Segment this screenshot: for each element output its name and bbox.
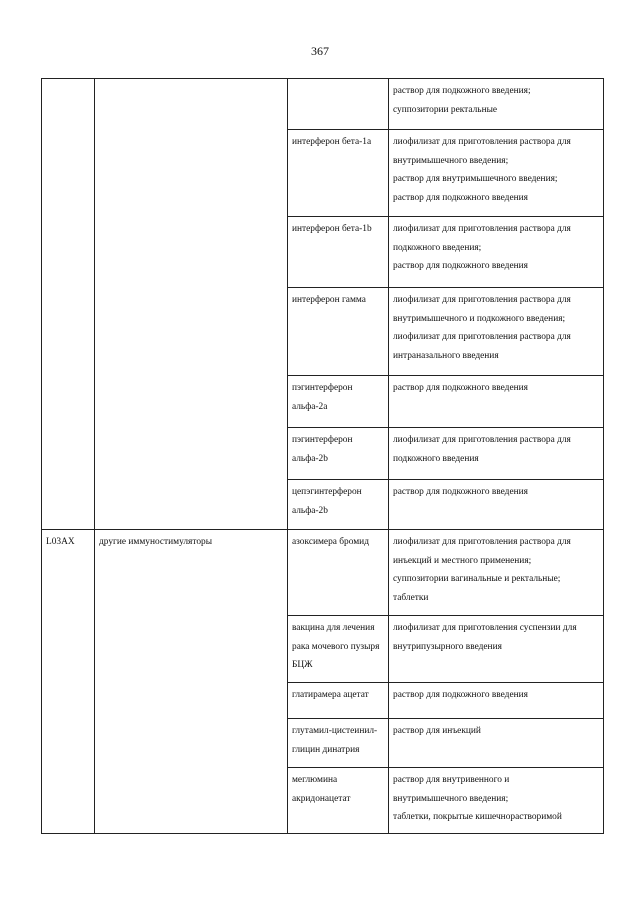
dosage-form-cell bbox=[389, 480, 604, 530]
drug-name-cell bbox=[288, 79, 389, 130]
dosage-form-line: раствор для подкожного введения; bbox=[393, 86, 531, 96]
dosage-form-cell bbox=[389, 719, 604, 768]
dosage-form-line: внутримышечного введения; bbox=[393, 793, 509, 804]
drug-name-line: глицин динатрия bbox=[292, 744, 360, 755]
dosage-form-line: раствор для внутривенного и bbox=[393, 775, 510, 785]
drug-name-line: альфа-2b bbox=[292, 453, 328, 464]
drug-name-line: интерферон бета-1a bbox=[292, 137, 372, 147]
drug-name-cell bbox=[288, 719, 389, 768]
dosage-form-line: таблетки, покрытые кишечнорастворимой bbox=[393, 812, 562, 822]
drug-name-cell bbox=[288, 616, 389, 683]
dosage-form-line: раствор для инъекций bbox=[393, 726, 481, 736]
dosage-form-line: таблетки bbox=[393, 592, 429, 603]
dosage-form-line: суппозитории вагинальные и ректальные; bbox=[393, 574, 561, 584]
drug-name-line: азоксимера бромид bbox=[292, 537, 369, 547]
drug-name-cell bbox=[288, 376, 389, 428]
dosage-form-line: лиофилизат для приготовления суспензии для bbox=[393, 623, 577, 633]
dosage-form-line: подкожного введения bbox=[393, 453, 479, 464]
drug-name-line: глатирамера ацетат bbox=[292, 690, 369, 700]
dosage-form-line: внутримышечного введения; bbox=[393, 155, 509, 166]
dosage-form-line: интраназального введения bbox=[393, 350, 499, 361]
dosage-form-cell bbox=[389, 530, 604, 616]
drug-name-line: глутамил-цистеинил- bbox=[292, 726, 378, 736]
dosage-form-cell bbox=[389, 79, 604, 130]
dosage-form-line: раствор для подкожного введения bbox=[393, 487, 528, 497]
dosage-form-line: лиофилизат для приготовления раствора для bbox=[393, 137, 571, 147]
dosage-form-line: внутрипузырного введения bbox=[393, 641, 502, 652]
drug-name-line: цепэгинтерферон bbox=[292, 487, 362, 497]
dosage-form-line: раствор для подкожного введения bbox=[393, 261, 528, 271]
drug-name-line: альфа-2b bbox=[292, 505, 328, 516]
dosage-form-cell bbox=[389, 217, 604, 288]
dosage-form-cell bbox=[389, 616, 604, 683]
page-number: 367 bbox=[311, 44, 329, 58]
table-row bbox=[42, 79, 604, 130]
atc-group-cell bbox=[95, 530, 288, 834]
dosage-form-line: внутримышечного и подкожного введения; bbox=[393, 313, 566, 324]
dosage-form-line: подкожного введения; bbox=[393, 242, 482, 253]
atc-group-cell bbox=[95, 79, 288, 530]
drug-name-line: пэгинтерферон bbox=[292, 383, 353, 393]
drug-name-line: вакцина для лечения bbox=[292, 623, 375, 633]
drug-name-cell bbox=[288, 217, 389, 288]
dosage-form-cell bbox=[389, 288, 604, 376]
drug-name-line: интерферон гамма bbox=[292, 295, 366, 305]
dosage-form-cell bbox=[389, 683, 604, 719]
dosage-form-line: лиофилизат для приготовления раствора для bbox=[393, 295, 571, 305]
drug-name-line: БЦЖ bbox=[292, 660, 313, 670]
drug-name-cell bbox=[288, 683, 389, 719]
dosage-form-line: раствор для внутримышечного введения; bbox=[393, 174, 558, 184]
drug-name-line: пэгинтерферон bbox=[292, 435, 353, 445]
dosage-form-cell bbox=[389, 376, 604, 428]
drug-name-cell bbox=[288, 130, 389, 217]
atc-code-cell bbox=[42, 530, 95, 834]
drug-name-line: альфа-2a bbox=[292, 401, 328, 412]
drug-name-cell bbox=[288, 428, 389, 480]
drug-name-cell bbox=[288, 530, 389, 616]
drug-name-line: рака мочевого пузыря bbox=[292, 641, 380, 652]
drug-name-line: интерферон бета-1b bbox=[292, 224, 372, 234]
atc-code: L03AX bbox=[46, 537, 75, 547]
dosage-form-line: суппозитории ректальные bbox=[393, 104, 498, 115]
drug-name-line: акридонацетат bbox=[292, 793, 351, 804]
dosage-form-cell bbox=[389, 130, 604, 217]
dosage-form-line: лиофилизат для приготовления раствора для bbox=[393, 537, 571, 547]
dosage-form-line: раствор для подкожного введения bbox=[393, 690, 528, 700]
dosage-form-line: раствор для подкожного введения bbox=[393, 383, 528, 393]
dosage-form-line: лиофилизат для приготовления раствора для bbox=[393, 435, 571, 445]
dosage-form-line: лиофилизат для приготовления раствора для bbox=[393, 332, 571, 342]
drug-name-cell bbox=[288, 768, 389, 834]
dosage-form-cell bbox=[389, 768, 604, 834]
drug-name-cell bbox=[288, 288, 389, 376]
drug-table bbox=[41, 78, 604, 834]
atc-group-label: другие иммуностимуляторы bbox=[99, 537, 213, 547]
drug-name-line: меглюмина bbox=[292, 775, 338, 785]
table-row bbox=[42, 530, 604, 616]
dosage-form-line: инъекций и местного применения; bbox=[393, 555, 532, 566]
dosage-form-cell bbox=[389, 428, 604, 480]
drug-name-cell bbox=[288, 480, 389, 530]
dosage-form-line: лиофилизат для приготовления раствора для bbox=[393, 224, 571, 234]
atc-code-cell bbox=[42, 79, 95, 530]
dosage-form-line: раствор для подкожного введения bbox=[393, 192, 528, 203]
